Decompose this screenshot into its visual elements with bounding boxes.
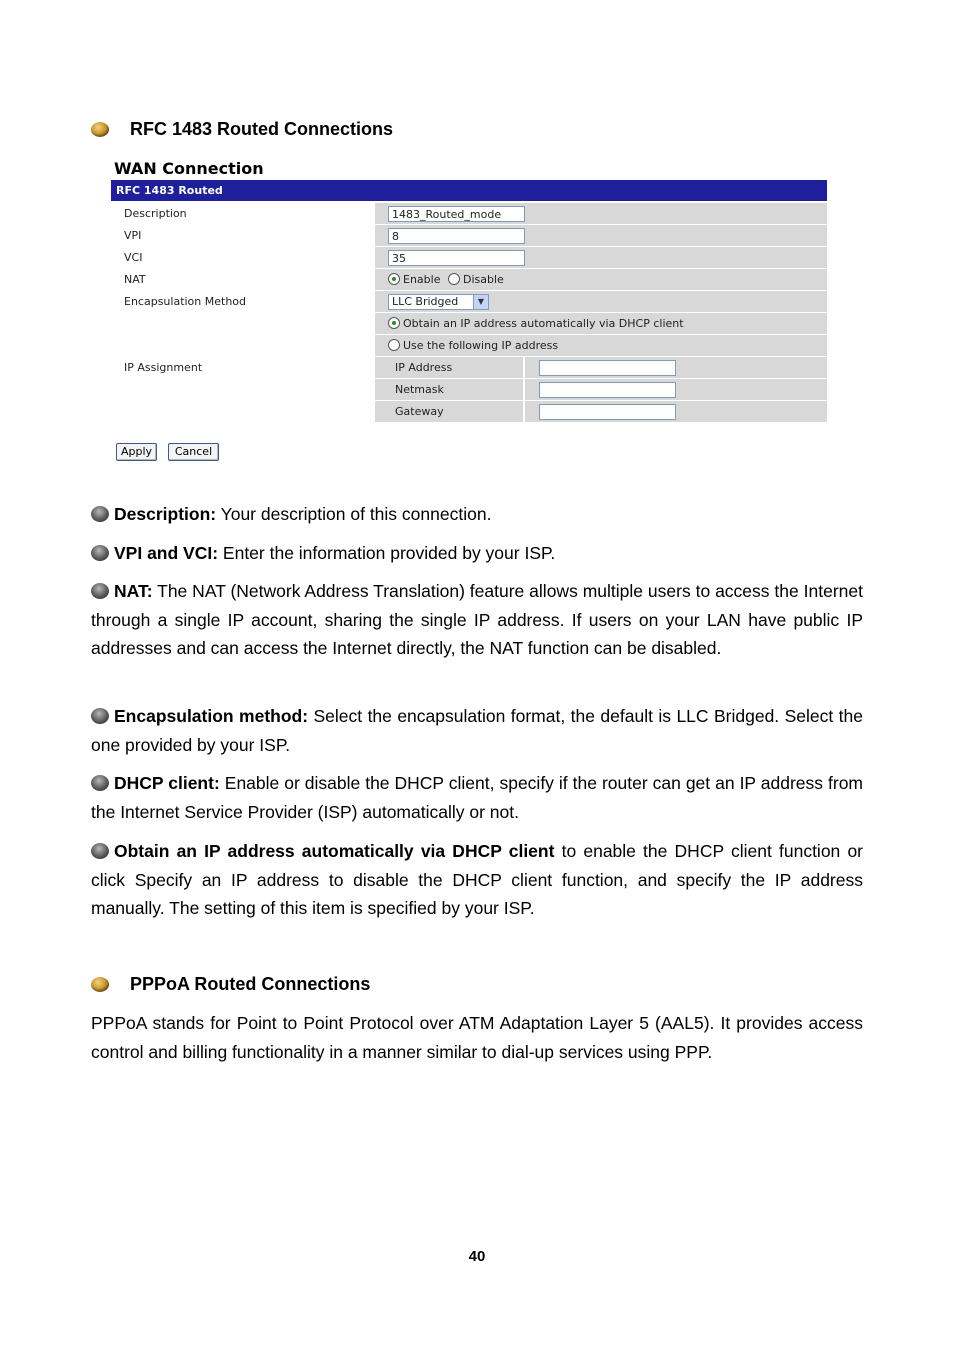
description-input[interactable]: 1483_Routed_mode <box>388 206 525 222</box>
term: DHCP client: <box>114 773 220 793</box>
paragraph-description <box>91 500 863 529</box>
row-vci <box>111 247 827 268</box>
apply-button[interactable]: Apply <box>116 443 157 461</box>
vci-input[interactable]: 35 <box>388 250 525 266</box>
section-title: RFC 1483 Routed Connections <box>130 119 394 139</box>
ip-address-label: IP Address <box>374 357 523 378</box>
netmask-label: Netmask <box>374 379 523 400</box>
page-number: 40 <box>468 1248 486 1265</box>
wan-connection-panel <box>111 158 827 423</box>
cancel-button[interactable]: Cancel <box>168 443 219 461</box>
row-gateway <box>111 401 827 422</box>
gateway-input[interactable] <box>539 404 676 420</box>
vpi-label: VPI <box>111 225 374 246</box>
term: Encapsulation method: <box>114 706 309 726</box>
panel-header-bar: RFC 1483 Routed <box>111 180 827 201</box>
encapsulation-select[interactable] <box>388 294 489 310</box>
row-nat <box>111 269 827 290</box>
wan-form-table <box>111 202 827 423</box>
definition: Your description of this connection. <box>216 504 492 524</box>
ip-static-label: Use the following IP address <box>403 339 559 352</box>
row-netmask <box>111 379 827 400</box>
definition: Enable or disable the DHCP client, specify if the router can get an IP address from the Internet Service Provider (ISP) automatically or not. <box>91 773 864 822</box>
ip-assignment-label: IP Assignment <box>111 357 374 378</box>
row-description <box>111 203 827 224</box>
bullet-icon <box>91 775 109 791</box>
paragraph-vpi-vci <box>91 539 863 568</box>
section-heading-pppoa <box>91 974 370 995</box>
term: Description: <box>114 504 217 524</box>
description-label: Description <box>111 203 374 224</box>
row-ip-address <box>111 357 827 378</box>
chevron-down-icon[interactable]: ▼ <box>473 295 488 309</box>
term: Obtain an IP address automatically via DHCP client <box>114 841 555 861</box>
paragraph-obtain-ip <box>91 837 863 923</box>
paragraph-pppoa: PPPoA stands for Point to Point Protocol over ATM Adaptation Layer 5 (AAL5). It provides access control and billing functionality in a manner similar to dial-up services using PPP. <box>91 1013 863 1062</box>
nat-disable-label: Disable <box>462 273 504 286</box>
definition: to enable the DHCP client function or click Specify an IP address to disable the DHCP client function, and specify the IP address manually. The setting of this item is specified by your ISP. <box>91 841 863 919</box>
definition: Enter the information provided by your ISP. <box>218 543 556 563</box>
row-ip-dhcp <box>111 313 827 334</box>
bullet-icon <box>91 545 109 561</box>
panel-title: WAN Connection <box>114 159 264 178</box>
ip-dhcp-label: Obtain an IP address automatically via DHCP client <box>403 317 684 330</box>
term: NAT: <box>114 581 153 601</box>
section-heading-rfc1483 <box>91 119 393 140</box>
gold-ball-icon <box>91 122 109 137</box>
encapsulation-label: Encapsulation Method <box>111 291 374 312</box>
row-vpi <box>111 225 827 246</box>
definition: The NAT (Network Address Translation) feature allows multiple users to access the Internet through a single IP account, sharing the single IP address. If users on your LAN have public IP addresses and can access the Internet directly, the NAT function can be disabled. <box>91 581 863 659</box>
nat-enable-radio[interactable] <box>388 273 400 285</box>
row-ip-static <box>111 335 827 356</box>
bullet-icon <box>91 843 109 859</box>
paragraph-encapsulation <box>91 702 863 759</box>
ip-address-input[interactable] <box>539 360 676 376</box>
definition: Select the encapsulation format, the default is LLC Bridged. Select the one provided by your ISP. <box>91 706 863 755</box>
row-encapsulation <box>111 291 827 312</box>
bullet-icon <box>91 708 109 724</box>
nat-disable-radio[interactable] <box>448 273 460 285</box>
paragraph-nat <box>91 577 863 663</box>
paragraph-dhcp-client <box>91 769 863 826</box>
section-title: PPPoA Routed Connections <box>130 974 371 994</box>
netmask-input[interactable] <box>539 382 676 398</box>
gold-ball-icon <box>91 977 109 992</box>
term: VPI and VCI: <box>114 543 219 563</box>
nat-enable-label: Enable <box>403 273 441 286</box>
ip-static-radio[interactable] <box>388 339 400 351</box>
bullet-icon <box>91 506 109 522</box>
encapsulation-value: LLC Bridged <box>392 295 459 308</box>
vci-label: VCI <box>111 247 374 268</box>
vpi-input[interactable]: 8 <box>388 228 525 244</box>
ip-dhcp-radio[interactable] <box>388 317 400 329</box>
nat-label: NAT <box>111 269 374 290</box>
gateway-label: Gateway <box>374 401 523 422</box>
bullet-icon <box>91 583 109 599</box>
